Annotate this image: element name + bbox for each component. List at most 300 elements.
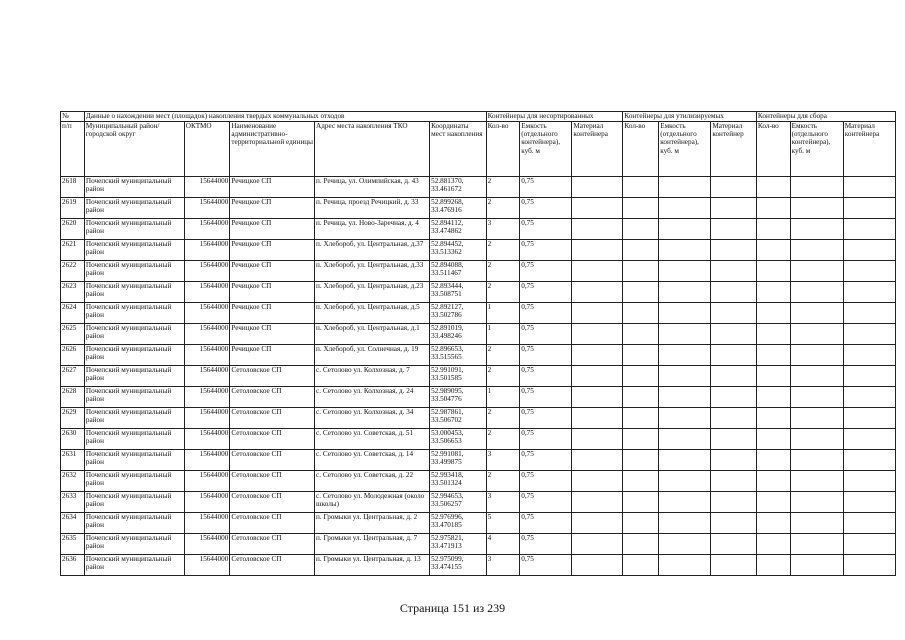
row-count-collect bbox=[756, 345, 790, 366]
row-material-recycle bbox=[711, 261, 757, 282]
row-material-collect bbox=[843, 513, 895, 534]
row-capacity: 0,75 bbox=[520, 303, 572, 324]
row-capacity-recycle bbox=[659, 282, 711, 303]
row-capacity-recycle bbox=[659, 513, 711, 534]
row-material-collect bbox=[843, 429, 895, 450]
row-capacity: 0,75 bbox=[520, 198, 572, 219]
row-capacity: 0,75 bbox=[520, 282, 572, 303]
row-capacity-collect bbox=[790, 345, 843, 366]
row-capacity-collect bbox=[790, 471, 843, 492]
row-coords: 52.894452, 33.513362 bbox=[430, 240, 486, 261]
row-capacity: 0,75 bbox=[520, 324, 572, 345]
row-settlement: Сетоловское СП bbox=[230, 471, 315, 492]
table-row bbox=[61, 282, 896, 303]
row-coords: 52.994653, 33.506257 bbox=[430, 492, 486, 513]
row-material-collect bbox=[843, 198, 895, 219]
row-capacity-recycle bbox=[659, 177, 711, 198]
row-settlement: Речицкое СП bbox=[230, 240, 315, 261]
row-count-collect bbox=[756, 492, 790, 513]
table-row bbox=[61, 177, 896, 198]
row-material-collect bbox=[843, 366, 895, 387]
header-count-3: Кол-во bbox=[756, 122, 790, 177]
row-count-collect bbox=[756, 555, 790, 576]
row-capacity: 0,75 bbox=[520, 219, 572, 240]
row-coords: 52.892127, 33.502786 bbox=[430, 303, 486, 324]
table-row bbox=[61, 261, 896, 282]
header-material-3: Материал контейнера bbox=[843, 122, 895, 177]
row-material-collect bbox=[843, 240, 895, 261]
row-number: 2629 bbox=[61, 408, 85, 429]
row-settlement: Сетоловское СП bbox=[230, 429, 315, 450]
row-material-recycle bbox=[711, 387, 757, 408]
row-oktmo: 15644000 bbox=[184, 177, 230, 198]
row-material bbox=[572, 261, 623, 282]
row-oktmo: 15644000 bbox=[184, 303, 230, 324]
row-oktmo: 15644000 bbox=[184, 324, 230, 345]
header-row-groups bbox=[61, 112, 896, 122]
row-capacity-recycle bbox=[659, 408, 711, 429]
row-capacity: 0,75 bbox=[520, 471, 572, 492]
row-count-collect bbox=[756, 534, 790, 555]
row-number: 2619 bbox=[61, 198, 85, 219]
row-material bbox=[572, 198, 623, 219]
row-number: 2631 bbox=[61, 450, 85, 471]
table-row bbox=[61, 471, 896, 492]
row-material bbox=[572, 366, 623, 387]
row-count: 2 bbox=[486, 282, 520, 303]
row-district: Почепский муниципальный район bbox=[84, 198, 184, 219]
row-count-collect bbox=[756, 282, 790, 303]
row-capacity-collect bbox=[790, 240, 843, 261]
row-settlement: Сетоловское СП bbox=[230, 387, 315, 408]
row-capacity-collect bbox=[790, 387, 843, 408]
row-settlement: Сетоловское СП bbox=[230, 408, 315, 429]
row-capacity-collect bbox=[790, 303, 843, 324]
row-material bbox=[572, 177, 623, 198]
row-material-recycle bbox=[711, 408, 757, 429]
row-material-recycle bbox=[711, 345, 757, 366]
row-oktmo: 15644000 bbox=[184, 345, 230, 366]
row-district: Почепский муниципальный район bbox=[84, 282, 184, 303]
row-count-recycle bbox=[623, 408, 659, 429]
row-count: 2 bbox=[486, 366, 520, 387]
row-capacity: 0,75 bbox=[520, 429, 572, 450]
row-capacity: 0,75 bbox=[520, 450, 572, 471]
table-row bbox=[61, 366, 896, 387]
row-district: Почепский муниципальный район bbox=[84, 177, 184, 198]
row-district: Почепский муниципальный район bbox=[84, 366, 184, 387]
row-material bbox=[572, 408, 623, 429]
row-count-recycle bbox=[623, 366, 659, 387]
row-material-collect bbox=[843, 387, 895, 408]
header-capacity-2: Емкость (отдельного контейнера), куб. м bbox=[659, 122, 711, 177]
row-coords: 52.893444, 33.508751 bbox=[430, 282, 486, 303]
row-address: п. Речица, ул. Олимпийская, д. 43 bbox=[315, 177, 430, 198]
row-capacity: 0,75 bbox=[520, 345, 572, 366]
row-settlement: Сетоловское СП bbox=[230, 555, 315, 576]
table-row bbox=[61, 513, 896, 534]
row-count-collect bbox=[756, 198, 790, 219]
row-material-recycle bbox=[711, 450, 757, 471]
table-row bbox=[61, 555, 896, 576]
row-count-recycle bbox=[623, 492, 659, 513]
row-count-collect bbox=[756, 177, 790, 198]
row-capacity: 0,75 bbox=[520, 492, 572, 513]
row-coords: 52.989095, 33.504776 bbox=[430, 387, 486, 408]
row-settlement: Речицкое СП bbox=[230, 261, 315, 282]
row-settlement: Сетоловское СП bbox=[230, 492, 315, 513]
header-location-group: Данные о нахождении мест (площадок) накопления твердых коммунальных отходов bbox=[84, 112, 486, 122]
row-material-collect bbox=[843, 324, 895, 345]
row-material-recycle bbox=[711, 240, 757, 261]
row-material bbox=[572, 324, 623, 345]
row-material-recycle bbox=[711, 219, 757, 240]
table-row bbox=[61, 492, 896, 513]
row-number: 2625 bbox=[61, 324, 85, 345]
row-capacity-collect bbox=[790, 198, 843, 219]
row-material-recycle bbox=[711, 303, 757, 324]
row-coords: 52.894088, 33.511467 bbox=[430, 261, 486, 282]
header-np: п/п bbox=[61, 122, 85, 177]
row-count: 2 bbox=[486, 240, 520, 261]
row-address: п. Хлебороб, ул. Центральная, д.37 bbox=[315, 240, 430, 261]
row-capacity-recycle bbox=[659, 261, 711, 282]
row-count-recycle bbox=[623, 555, 659, 576]
row-material-collect bbox=[843, 555, 895, 576]
row-material-recycle bbox=[711, 324, 757, 345]
row-settlement: Сетоловское СП bbox=[230, 366, 315, 387]
row-material bbox=[572, 240, 623, 261]
row-capacity-recycle bbox=[659, 240, 711, 261]
table-row bbox=[61, 240, 896, 261]
row-count-recycle bbox=[623, 198, 659, 219]
row-number: 2632 bbox=[61, 471, 85, 492]
row-number: 2620 bbox=[61, 219, 85, 240]
row-capacity: 0,75 bbox=[520, 408, 572, 429]
row-capacity-collect bbox=[790, 513, 843, 534]
row-address: с. Сетолово ул. Советская, д. 22 bbox=[315, 471, 430, 492]
row-capacity-recycle bbox=[659, 450, 711, 471]
row-coords: 52.991081, 33.499875 bbox=[430, 450, 486, 471]
row-material-recycle bbox=[711, 177, 757, 198]
row-material bbox=[572, 555, 623, 576]
row-material-collect bbox=[843, 345, 895, 366]
row-capacity: 0,75 bbox=[520, 177, 572, 198]
row-count: 1 bbox=[486, 303, 520, 324]
row-count-recycle bbox=[623, 450, 659, 471]
header-group-collect: Контейнеры для сбора bbox=[756, 112, 895, 122]
row-count: 4 bbox=[486, 534, 520, 555]
row-count-collect bbox=[756, 408, 790, 429]
row-capacity-collect bbox=[790, 177, 843, 198]
row-count-recycle bbox=[623, 345, 659, 366]
row-coords: 52.894112, 33.474862 bbox=[430, 219, 486, 240]
row-capacity-recycle bbox=[659, 303, 711, 324]
row-count-collect bbox=[756, 429, 790, 450]
row-district: Почепский муниципальный район bbox=[84, 471, 184, 492]
row-settlement: Речицкое СП bbox=[230, 345, 315, 366]
row-settlement: Речицкое СП bbox=[230, 324, 315, 345]
table-body bbox=[61, 177, 896, 576]
header-municipal: Муниципальный район/городской округ bbox=[84, 122, 184, 177]
row-number: 2626 bbox=[61, 345, 85, 366]
row-number: 2634 bbox=[61, 513, 85, 534]
row-capacity-collect bbox=[790, 219, 843, 240]
row-capacity-recycle bbox=[659, 555, 711, 576]
row-oktmo: 15644000 bbox=[184, 387, 230, 408]
row-material-collect bbox=[843, 282, 895, 303]
row-material-recycle bbox=[711, 366, 757, 387]
row-district: Почепский муниципальный район bbox=[84, 513, 184, 534]
row-capacity-collect bbox=[790, 429, 843, 450]
row-capacity: 0,75 bbox=[520, 534, 572, 555]
row-count-collect bbox=[756, 219, 790, 240]
row-number: 2623 bbox=[61, 282, 85, 303]
row-number: 2633 bbox=[61, 492, 85, 513]
row-oktmo: 15644000 bbox=[184, 513, 230, 534]
row-oktmo: 15644000 bbox=[184, 282, 230, 303]
row-oktmo: 15644000 bbox=[184, 534, 230, 555]
row-number: 2627 bbox=[61, 366, 85, 387]
row-capacity: 0,75 bbox=[520, 387, 572, 408]
row-material-collect bbox=[843, 450, 895, 471]
row-capacity-recycle bbox=[659, 492, 711, 513]
row-district: Почепский муниципальный район bbox=[84, 240, 184, 261]
row-count-recycle bbox=[623, 534, 659, 555]
row-count: 3 bbox=[486, 492, 520, 513]
row-oktmo: 15644000 bbox=[184, 240, 230, 261]
row-capacity-recycle bbox=[659, 429, 711, 450]
row-capacity-collect bbox=[790, 324, 843, 345]
row-district: Почепский муниципальный район bbox=[84, 429, 184, 450]
row-capacity-collect bbox=[790, 282, 843, 303]
row-count-recycle bbox=[623, 513, 659, 534]
row-number: 2621 bbox=[61, 240, 85, 261]
row-count: 2 bbox=[486, 198, 520, 219]
row-count-collect bbox=[756, 366, 790, 387]
row-capacity-collect bbox=[790, 450, 843, 471]
row-material-recycle bbox=[711, 471, 757, 492]
row-material bbox=[572, 282, 623, 303]
row-number: 2635 bbox=[61, 534, 85, 555]
row-oktmo: 15644000 bbox=[184, 492, 230, 513]
row-material bbox=[572, 534, 623, 555]
row-coords: 52.899268, 33.476916 bbox=[430, 198, 486, 219]
page-number: Страница 151 из 239 bbox=[399, 601, 506, 615]
waste-sites-table bbox=[60, 111, 896, 576]
row-address: п. Хлебороб, ул. Солнечная, д. 19 bbox=[315, 345, 430, 366]
row-oktmo: 15644000 bbox=[184, 198, 230, 219]
row-address: п. Громыки ул. Центральная, д. 2 bbox=[315, 513, 430, 534]
row-district: Почепский муниципальный район bbox=[84, 534, 184, 555]
row-material bbox=[572, 513, 623, 534]
header-count-1: Кол-во bbox=[486, 122, 520, 177]
row-address: п. Хлебороб, ул. Центральная, д.5 bbox=[315, 303, 430, 324]
row-count: 2 bbox=[486, 471, 520, 492]
row-settlement: Речицкое СП bbox=[230, 177, 315, 198]
row-count-collect bbox=[756, 261, 790, 282]
row-coords: 52.896653, 33.515565 bbox=[430, 345, 486, 366]
row-oktmo: 15644000 bbox=[184, 408, 230, 429]
row-capacity-recycle bbox=[659, 471, 711, 492]
row-settlement: Речицкое СП bbox=[230, 198, 315, 219]
row-material bbox=[572, 450, 623, 471]
row-address: с. Сетолово ул. Молодежная (около школы) bbox=[315, 492, 430, 513]
row-count-recycle bbox=[623, 429, 659, 450]
row-material-recycle bbox=[711, 513, 757, 534]
row-capacity: 0,75 bbox=[520, 555, 572, 576]
row-number: 2628 bbox=[61, 387, 85, 408]
row-district: Почепский муниципальный район bbox=[84, 261, 184, 282]
row-material-collect bbox=[843, 471, 895, 492]
table-row bbox=[61, 450, 896, 471]
header-address: Адрес места накопления ТКО bbox=[315, 122, 430, 177]
row-material-recycle bbox=[711, 492, 757, 513]
row-capacity-recycle bbox=[659, 219, 711, 240]
row-count: 3 bbox=[486, 555, 520, 576]
row-district: Почепский муниципальный район bbox=[84, 324, 184, 345]
row-number: 2636 bbox=[61, 555, 85, 576]
row-material bbox=[572, 471, 623, 492]
row-coords: 52.993418, 33.501324 bbox=[430, 471, 486, 492]
row-district: Почепский муниципальный район bbox=[84, 408, 184, 429]
row-address: п. Громыки ул. Центральная, д. 7 bbox=[315, 534, 430, 555]
row-district: Почепский муниципальный район bbox=[84, 450, 184, 471]
row-material-collect bbox=[843, 177, 895, 198]
row-settlement: Речицкое СП bbox=[230, 282, 315, 303]
row-settlement: Сетоловское СП bbox=[230, 513, 315, 534]
row-oktmo: 15644000 bbox=[184, 471, 230, 492]
row-count-recycle bbox=[623, 219, 659, 240]
row-number: 2618 bbox=[61, 177, 85, 198]
row-count: 2 bbox=[486, 345, 520, 366]
row-count: 1 bbox=[486, 324, 520, 345]
row-count-recycle bbox=[623, 240, 659, 261]
row-capacity-recycle bbox=[659, 198, 711, 219]
row-count-recycle bbox=[623, 303, 659, 324]
row-material-recycle bbox=[711, 282, 757, 303]
row-district: Почепский муниципальный район bbox=[84, 492, 184, 513]
row-count-collect bbox=[756, 513, 790, 534]
row-coords: 52.987861, 33.506702 bbox=[430, 408, 486, 429]
row-settlement: Речицкое СП bbox=[230, 219, 315, 240]
row-count-recycle bbox=[623, 471, 659, 492]
row-capacity-recycle bbox=[659, 324, 711, 345]
table-row bbox=[61, 429, 896, 450]
row-address: с. Сетолово ул. Колхозная, д. 34 bbox=[315, 408, 430, 429]
header-capacity-1: Емкость (отдельного контейнера), куб. м bbox=[520, 122, 572, 177]
row-oktmo: 15644000 bbox=[184, 261, 230, 282]
row-address: п. Громыки ул. Центральная, д. 13 bbox=[315, 555, 430, 576]
header-group-recycle: Контейнеры для утилизируемых bbox=[623, 112, 757, 122]
row-capacity-recycle bbox=[659, 387, 711, 408]
row-settlement: Речицкое СП bbox=[230, 303, 315, 324]
header-no: № bbox=[61, 112, 85, 122]
table-row bbox=[61, 219, 896, 240]
row-oktmo: 15644000 bbox=[184, 450, 230, 471]
row-count: 2 bbox=[486, 408, 520, 429]
row-address: с. Сетолово ул. Колхозная, д. 7 bbox=[315, 366, 430, 387]
row-capacity-collect bbox=[790, 534, 843, 555]
row-capacity-collect bbox=[790, 492, 843, 513]
row-coords: 52.975821, 33.471913 bbox=[430, 534, 486, 555]
row-count-collect bbox=[756, 240, 790, 261]
row-capacity-recycle bbox=[659, 345, 711, 366]
row-material-recycle bbox=[711, 198, 757, 219]
row-material-recycle bbox=[711, 429, 757, 450]
row-district: Почепский муниципальный район bbox=[84, 345, 184, 366]
table-row bbox=[61, 534, 896, 555]
table-row bbox=[61, 408, 896, 429]
header-coords: Координаты мест накопления bbox=[430, 122, 486, 177]
header-count-2: Кол-во bbox=[623, 122, 659, 177]
row-capacity: 0,75 bbox=[520, 240, 572, 261]
row-material-collect bbox=[843, 534, 895, 555]
registry-sheet bbox=[60, 111, 896, 576]
table-row bbox=[61, 324, 896, 345]
header-oktmo: ОКТМО bbox=[184, 122, 230, 177]
row-material bbox=[572, 429, 623, 450]
row-number: 2624 bbox=[61, 303, 85, 324]
header-material-1: Материал контейнера bbox=[572, 122, 623, 177]
row-district: Почепский муниципальный район bbox=[84, 219, 184, 240]
row-coords: 52.976996, 33.470185 bbox=[430, 513, 486, 534]
row-number: 2622 bbox=[61, 261, 85, 282]
table-row bbox=[61, 303, 896, 324]
row-count-recycle bbox=[623, 177, 659, 198]
row-material bbox=[572, 303, 623, 324]
row-material bbox=[572, 219, 623, 240]
row-material bbox=[572, 345, 623, 366]
row-count-collect bbox=[756, 387, 790, 408]
row-count-collect bbox=[756, 303, 790, 324]
row-capacity: 0,75 bbox=[520, 366, 572, 387]
row-oktmo: 15644000 bbox=[184, 219, 230, 240]
row-capacity-collect bbox=[790, 261, 843, 282]
row-count: 2 bbox=[486, 177, 520, 198]
row-capacity-collect bbox=[790, 555, 843, 576]
table-row bbox=[61, 387, 896, 408]
row-oktmo: 15644000 bbox=[184, 555, 230, 576]
row-count: 5 bbox=[486, 513, 520, 534]
row-count: 3 bbox=[486, 219, 520, 240]
row-material-collect bbox=[843, 261, 895, 282]
header-row-columns bbox=[61, 122, 896, 177]
row-count-recycle bbox=[623, 324, 659, 345]
row-address: с. Сетолово ул. Советская, д. 51 bbox=[315, 429, 430, 450]
row-count: 2 bbox=[486, 261, 520, 282]
row-count: 2 bbox=[486, 429, 520, 450]
row-material-recycle bbox=[711, 534, 757, 555]
row-count-collect bbox=[756, 324, 790, 345]
header-group-unsorted: Контейнеры для несортированных bbox=[486, 112, 623, 122]
row-address: п. Хлебороб, ул. Центральная, д.1 bbox=[315, 324, 430, 345]
row-settlement: Сетоловское СП bbox=[230, 450, 315, 471]
row-material-collect bbox=[843, 408, 895, 429]
row-count-recycle bbox=[623, 261, 659, 282]
row-address: п. Хлебороб, ул. Центральная, д.23 bbox=[315, 282, 430, 303]
row-address: с. Сетолово ул. Советская, д. 14 bbox=[315, 450, 430, 471]
row-capacity-recycle bbox=[659, 366, 711, 387]
row-oktmo: 15644000 bbox=[184, 366, 230, 387]
row-material-collect bbox=[843, 219, 895, 240]
row-material-recycle bbox=[711, 555, 757, 576]
row-coords: 52.891019, 33.498246 bbox=[430, 324, 486, 345]
row-material bbox=[572, 387, 623, 408]
row-count: 3 bbox=[486, 450, 520, 471]
row-count-collect bbox=[756, 450, 790, 471]
header-capacity-3: Емкость (отдельного контейнера), куб. м bbox=[790, 122, 843, 177]
